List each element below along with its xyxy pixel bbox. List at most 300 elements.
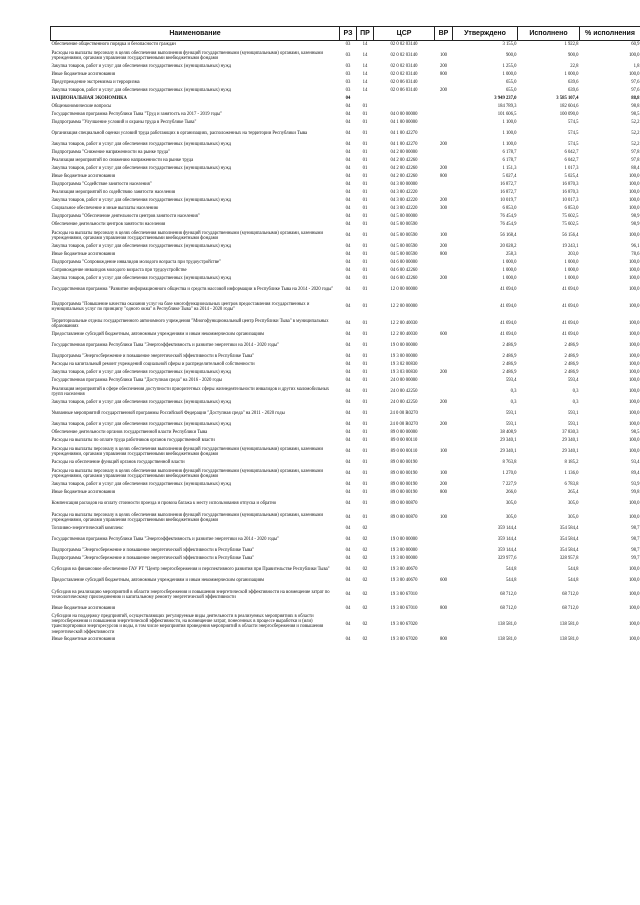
cell-vr — [435, 181, 453, 189]
cell-name: Закупка товаров, работ и услуг для обеспечения государственных (муниципальных) нужд — [51, 422, 232, 428]
cell-csr: 19 3 00 00000 — [390, 556, 418, 562]
cell-percent: 99,7 — [631, 556, 640, 562]
cell-vr — [435, 283, 453, 297]
cell-executed: 6 853,0 — [564, 206, 579, 212]
cell-percent: 98,5 — [631, 112, 640, 118]
cell-executed: 354 584,4 — [559, 548, 579, 554]
cell-pr: 01 — [362, 430, 368, 436]
table-row — [51, 459, 640, 467]
cell-vr: 600 — [439, 332, 448, 338]
cell-percent: 100,0 — [628, 501, 640, 507]
cell-approved: 1 270,0 — [502, 471, 517, 477]
cell-pr: 01 — [362, 276, 368, 282]
cell-executed: 19 243,1 — [562, 244, 579, 250]
table-row — [51, 353, 640, 361]
cell-percent: 100,0 — [628, 182, 640, 188]
cell-rz: 04 — [345, 131, 351, 137]
cell-name: Общеэкономические вопросы — [51, 104, 112, 110]
cell-name: Государственная программа Республики Тыва "Доступная среда" на 2016 - 2020 годы — [51, 378, 223, 384]
cell-vr — [435, 361, 453, 369]
cell-name: Реализация мероприятий по содействию занятости населения — [51, 190, 175, 196]
table-row — [51, 613, 640, 636]
cell-approved: 266,0 — [505, 490, 517, 496]
cell-executed: 75 602,5 — [562, 214, 579, 220]
cell-executed: 68 712,0 — [562, 592, 579, 598]
table-row — [51, 525, 640, 533]
cell-csr: 04 6 00 42260 — [390, 268, 418, 274]
cell-vr: 300 — [439, 206, 448, 212]
cell-rz: 04 — [345, 515, 351, 521]
table-row — [51, 555, 640, 563]
table-row — [51, 421, 640, 429]
cell-rz: 04 — [345, 166, 351, 172]
cell-rz: 04 — [345, 321, 351, 327]
cell-vr — [435, 613, 453, 636]
cell-approved: 10 019,7 — [500, 198, 517, 204]
cell-vr — [435, 377, 453, 385]
cell-approved: 7 227,9 — [502, 482, 517, 488]
cell-name: Закупка товаров, работ и услуг для обеспечения государственных (муниципальных) нужд — [51, 244, 232, 250]
cell-csr: 89 0 00 00000 — [390, 430, 418, 436]
cell-name: Обеспечение деятельности органов государственной власти Республики Тыва — [51, 430, 208, 436]
cell-rz: 04 — [345, 182, 351, 188]
table-row — [51, 63, 640, 71]
cell-vr: 800 — [439, 174, 448, 180]
cell-pr: 01 — [362, 150, 368, 156]
cell-csr: 02 0 02 03140 — [390, 53, 418, 59]
cell-pr: 02 — [362, 592, 368, 598]
cell-vr: 200 — [439, 142, 448, 148]
cell-rz: 03 — [345, 64, 351, 70]
cell-percent: 97,8 — [631, 150, 640, 156]
cell-name: Расходы на выплаты персоналу в целях обеспечения выполнения функций государственными (муниципальными) органами, казенными учреждениями, органами управления государственными внебюджетными фондами — [51, 512, 323, 523]
cell-executed: 2 486,9 — [564, 343, 579, 349]
cell-name: Закупка товаров, работ и услуг для обеспечения государственных (муниципальных) нужд — [51, 142, 232, 148]
cell-executed: 639,6 — [567, 80, 579, 86]
cell-executed: 16 870,3 — [562, 190, 579, 196]
cell-executed: 2 486,9 — [564, 362, 579, 368]
cell-pr: 01 — [362, 104, 368, 110]
cell-name: Субсидии на поддержку предприятий, осуществляющих регулируемые виды деятельности в реализуемых мероприятиях в области энергосбережения и повышения энергетической эффективности, на возмещение затрат, понесенных в процессе выработки и (или) транспортировки энергоресурсов и воды, в том числе мероприятия проведения мероприятий в области энергосбережения и повышения энергетической эффективности — [51, 614, 324, 635]
cell-vr — [435, 339, 453, 353]
cell-vr — [435, 119, 453, 127]
cell-executed: 41 694,0 — [562, 321, 579, 327]
cell-approved: 359 144,4 — [497, 548, 517, 554]
cell-executed: 0,3 — [572, 389, 579, 395]
cell-executed: 639,6 — [567, 88, 579, 94]
cell-name: Субсидия на реализацию мероприятий в области энергосбережения и повышения энергетической эффективности на возмещение затрат по технологическому присоединению и капитальному ремонту энергетической эффективности — [51, 589, 330, 600]
table-row — [51, 283, 640, 297]
cell-pr: 14 — [362, 42, 368, 48]
cell-name: Иные бюджетные ассигнования — [51, 72, 115, 78]
cell-approved: 76 454,9 — [500, 222, 517, 228]
cell-pr: 01 — [362, 268, 368, 274]
cell-pr: 01 — [362, 490, 368, 496]
cell-percent: 100,0 — [628, 438, 640, 444]
cell-percent: 100,0 — [628, 304, 640, 310]
table-row — [51, 41, 640, 50]
table-row — [51, 377, 640, 385]
cell-percent: 88,8 — [631, 96, 640, 102]
cell-pr: 01 — [362, 471, 368, 477]
cell-csr: 04 3 00 42220 — [390, 190, 418, 196]
table-row — [51, 103, 640, 111]
cell-percent: 100,0 — [628, 567, 640, 573]
cell-csr: 89 0 00 00190 — [390, 460, 418, 466]
cell-rz: 04 — [345, 430, 351, 436]
table-row — [51, 189, 640, 197]
cell-percent: 98,7 — [631, 537, 640, 543]
cell-rz: 04 — [345, 158, 351, 164]
cell-csr: 19 3 00 67010 — [390, 606, 418, 612]
cell-vr: 200 — [439, 370, 448, 376]
cell-pr: 01 — [362, 287, 368, 293]
cell-approved: 20 028,2 — [500, 244, 517, 250]
cell-approved: 2 486,9 — [502, 362, 517, 368]
cell-pr: 02 — [362, 621, 368, 627]
cell-pr: 01 — [362, 222, 368, 228]
cell-rz: 04 — [345, 332, 351, 338]
cell-approved: 1 000,0 — [502, 276, 517, 282]
cell-rz: 04 — [345, 621, 351, 627]
cell-pr: 01 — [362, 321, 368, 327]
cell-rz: 04 — [345, 96, 351, 102]
cell-vr — [435, 555, 453, 563]
cell-approved: 593,1 — [505, 411, 517, 417]
cell-approved: 544,8 — [505, 567, 517, 573]
table-row — [51, 399, 640, 407]
cell-pr: 02 — [362, 537, 368, 543]
cell-csr: 24 0 00 42250 — [390, 389, 418, 395]
cell-approved: 6 178,7 — [502, 158, 517, 164]
table-row — [51, 157, 640, 165]
cell-name: Социальное обеспечение и иные выплаты населению — [51, 206, 159, 212]
cell-rz: 04 — [345, 548, 351, 554]
cell-csr: 89 0 00 00110 — [390, 449, 418, 455]
cell-executed: 544,8 — [567, 567, 579, 573]
cell-pr: 01 — [362, 482, 368, 488]
cell-csr: 12 2 00 40030 — [390, 332, 418, 338]
cell-rz: 04 — [345, 537, 351, 543]
cell-name: Иные бюджетные ассигнования — [51, 637, 115, 643]
cell-executed: 265,4 — [567, 490, 579, 496]
cell-vr — [435, 95, 453, 103]
cell-csr: 04 5 00 00590 — [390, 222, 418, 228]
cell-pr: 14 — [362, 88, 368, 94]
cell-executed: 5 025,4 — [564, 174, 579, 180]
cell-executed: 68 712,0 — [562, 606, 579, 612]
cell-name: Закупка товаров, работ и услуг для обеспечения государственных (муниципальных) нужд — [51, 198, 232, 204]
cell-rz: 04 — [345, 287, 351, 293]
table-row — [51, 331, 640, 339]
cell-executed: 1 000,0 — [564, 276, 579, 282]
cell-percent: 52,2 — [631, 120, 640, 126]
cell-percent: 93,4 — [631, 460, 640, 466]
cell-csr: 02 0 02 03140 — [390, 72, 418, 78]
cell-name: Подпрограмма "Обеспечение деятельности центров занятости населения" — [51, 214, 200, 220]
cell-pr: 01 — [362, 422, 368, 428]
cell-vr: 200 — [439, 400, 448, 406]
cell-pr: 01 — [362, 354, 368, 360]
cell-pr: 01 — [362, 142, 368, 148]
cell-executed: 305,0 — [567, 515, 579, 521]
cell-pr: 02 — [362, 578, 368, 584]
cell-csr: 04 2 00 42260 — [390, 166, 418, 172]
cell-rz: 04 — [345, 214, 351, 220]
cell-approved: 1 100,0 — [502, 142, 517, 148]
cell-pr: 01 — [362, 182, 368, 188]
cell-csr: 24 0 00 00000 — [390, 378, 418, 384]
table-row — [51, 267, 640, 275]
table-row — [51, 563, 640, 577]
cell-rz: 03 — [345, 42, 351, 48]
cell-vr: 100 — [439, 515, 448, 521]
cell-executed: 138 581,0 — [559, 637, 579, 643]
cell-csr: 02 0 06 03140 — [390, 80, 418, 86]
cell-percent: 98,9 — [631, 222, 640, 228]
cell-name: Закупка товаров, работ и услуг для обеспечения государственных (муниципальных) нужд — [51, 64, 232, 70]
cell-vr — [435, 149, 453, 157]
cell-vr: 200 — [439, 88, 448, 94]
cell-executed: 354 584,4 — [559, 526, 579, 532]
cell-pr: 01 — [362, 131, 368, 137]
cell-approved: 68 712,0 — [500, 606, 517, 612]
cell-name: Иные бюджетные ассигнования — [51, 252, 115, 258]
cell-name: Государственная программа Республики Тыва "Энергоэффективность и развитие энергетики на 2014 - 2020 годы" — [51, 343, 280, 349]
table-row — [51, 369, 640, 377]
cell-percent: 100,0 — [628, 332, 640, 338]
cell-pr: 01 — [362, 400, 368, 406]
cell-approved: 29 340,1 — [500, 438, 517, 444]
cell-vr — [435, 585, 453, 605]
cell-name: Топливно-энергетический комплекс — [51, 526, 124, 532]
cell-csr: 89 0 00 00110 — [390, 438, 418, 444]
cell-pr: 02 — [362, 637, 368, 643]
cell-approved: 1 000,0 — [502, 260, 517, 266]
cell-approved: 900,0 — [505, 53, 517, 59]
cell-executed: 1 000,0 — [564, 72, 579, 78]
table-header-row — [51, 27, 640, 41]
cell-csr: 19 3 00 67020 — [390, 621, 418, 627]
cell-csr: 04 3 00 42220 — [390, 198, 418, 204]
cell-pr — [357, 95, 374, 103]
cell-name: Расходы на капитальный ремонт учреждений социальной сферы и распределительной собственности — [51, 362, 255, 368]
cell-pr: 01 — [362, 214, 368, 220]
cell-approved: 16 872,7 — [500, 182, 517, 188]
cell-pr: 02 — [362, 567, 368, 573]
cell-executed: 574,5 — [567, 142, 579, 148]
cell-percent: 100,0 — [628, 422, 640, 428]
cell-vr — [435, 459, 453, 467]
cell-executed: 1 136,0 — [564, 471, 579, 477]
cell-rz: 04 — [345, 411, 351, 417]
cell-approved: 593,4 — [505, 378, 517, 384]
cell-vr: 800 — [439, 72, 448, 78]
cell-percent: 98,5 — [631, 430, 640, 436]
table-row — [51, 79, 640, 87]
cell-executed: 41 694,0 — [562, 287, 579, 293]
cell-executed: 593,1 — [567, 411, 579, 417]
table-row — [51, 127, 640, 141]
cell-pr: 01 — [362, 206, 368, 212]
cell-approved: 8 763,8 — [502, 460, 517, 466]
cell-vr: 200 — [439, 422, 448, 428]
cell-csr — [374, 95, 435, 103]
cell-csr: 12 2 00 40030 — [390, 321, 418, 327]
cell-csr: 24 0 00 R0270 — [390, 422, 418, 428]
cell-csr: 19 3 00 40670 — [390, 578, 418, 584]
cell-vr: 200 — [439, 244, 448, 250]
cell-approved: 6 178,7 — [502, 150, 517, 156]
cell-executed: 1 922,8 — [564, 42, 579, 48]
cell-approved: 68 712,0 — [500, 592, 517, 598]
col-header-percent: % исполнения — [580, 27, 640, 41]
table-row — [51, 605, 640, 613]
table-row — [51, 497, 640, 511]
col-header-executed: Исполнено — [518, 27, 580, 41]
cell-csr: 19 3 03 00830 — [390, 370, 418, 376]
cell-csr: 12 0 00 00000 — [390, 287, 418, 293]
cell-name: Подпрограмма "Энергосбережение и повышение энергетической эффективности в Республике Тыва" — [51, 548, 255, 554]
cell-rz: 04 — [345, 389, 351, 395]
cell-percent: 52,2 — [631, 131, 640, 137]
cell-percent: 100,0 — [628, 515, 640, 521]
cell-csr: 02 0 02 03140 — [390, 64, 418, 70]
cell-csr: 19 3 00 00000 — [390, 548, 418, 554]
cell-rz: 04 — [345, 438, 351, 444]
table-row — [51, 95, 640, 103]
cell-pr: 14 — [362, 53, 368, 59]
cell-percent: 100,0 — [628, 343, 640, 349]
cell-csr: 89 0 00 00190 — [390, 490, 418, 496]
cell-approved: 76 454,9 — [500, 214, 517, 220]
cell-csr: 19 3 02 00830 — [390, 362, 418, 368]
cell-csr: 04 6 00 42260 — [390, 276, 418, 282]
cell-name: Закупка товаров, работ и услуг для обеспечения государственных (муниципальных) нужд — [51, 276, 232, 282]
cell-vr — [435, 297, 453, 317]
cell-vr: 800 — [439, 490, 448, 496]
cell-approved: 329 977,6 — [497, 556, 517, 562]
cell-name: Предоставление субсидий бюджетным, автономным учреждениям и иным некоммерческим организациям — [51, 578, 264, 584]
cell-name: Организация специальной оценки условий труда работающих в организациях, расположенных на территории Республики Тыва — [51, 131, 308, 137]
cell-name: НАЦИОНАЛЬНАЯ ЭКОНОМИКА — [51, 96, 127, 102]
cell-vr: 100 — [439, 53, 448, 59]
cell-name: Реализация мероприятий по снижению напряженности на рынке труда — [51, 158, 194, 164]
table-row — [51, 636, 640, 644]
cell-rz: 04 — [345, 190, 351, 196]
table-row — [51, 489, 640, 497]
cell-approved: 184 789,3 — [497, 104, 517, 110]
cell-csr — [374, 525, 435, 533]
cell-rz: 04 — [345, 150, 351, 156]
cell-percent: 100,0 — [628, 233, 640, 239]
cell-csr: 04 3 00 42220 — [390, 206, 418, 212]
cell-csr: 19 3 00 40670 — [390, 567, 418, 573]
cell-pr: 01 — [362, 112, 368, 118]
cell-name: Компенсация расходов на оплату стоимости проезда и провоза багажа к месту использования отпуска и обратно — [51, 501, 277, 507]
table-row — [51, 71, 640, 79]
cell-name: Подпрограмма "Энергосбережение и повышение энергетической эффективности в Республике Тыва" — [51, 556, 255, 562]
cell-vr — [435, 497, 453, 511]
cell-name: Расходы на выплаты персоналу в целях обеспечения выполнения функций государственными (муниципальными) органами, казенными учреждениями, органами управления государственными внебюджетными фондами — [51, 230, 323, 241]
cell-name: Государственная программа "Развитие информационного общества и средств массовой информации в Республике Тыва на 2014 - 2020 годы" — [51, 287, 334, 293]
cell-vr — [435, 525, 453, 533]
cell-executed: 0,3 — [572, 400, 579, 406]
cell-approved: 1 151,3 — [502, 166, 517, 172]
cell-vr — [435, 157, 453, 165]
cell-rz: 04 — [345, 222, 351, 228]
cell-pr: 01 — [362, 438, 368, 444]
cell-vr — [435, 103, 453, 111]
cell-pr: 01 — [362, 158, 368, 164]
cell-executed: 1 000,0 — [564, 268, 579, 274]
table-row — [51, 259, 640, 267]
cell-pr: 01 — [362, 389, 368, 395]
cell-percent: 96,1 — [631, 244, 640, 250]
cell-name: Расходы на выплаты персоналу в целях обеспечения выполнения функций государственными (муниципальными) органами, казенными учреждениями, органами управления государственными внебюджетными фондами — [51, 446, 323, 457]
table-row — [51, 361, 640, 369]
cell-rz: 04 — [345, 606, 351, 612]
budget-execution-table — [50, 26, 640, 644]
cell-approved: 258,3 — [505, 252, 517, 258]
cell-name: Иные бюджетные ассигнования — [51, 490, 115, 496]
cell-vr — [435, 563, 453, 577]
cell-executed: 29 340,1 — [562, 449, 579, 455]
cell-pr: 01 — [362, 515, 368, 521]
cell-csr: 89 0 00 00870 — [390, 501, 418, 507]
cell-executed: 1 000,0 — [564, 260, 579, 266]
cell-csr: 04 5 00 00590 — [390, 244, 418, 250]
cell-name: Закупка товаров, работ и услуг для обеспечения государственных (муниципальных) нужд — [51, 370, 232, 376]
table-row — [51, 585, 640, 605]
table-row — [51, 49, 640, 63]
cell-percent: 100,0 — [628, 621, 640, 627]
cell-percent: 100,0 — [628, 190, 640, 196]
cell-pr: 01 — [362, 252, 368, 258]
cell-rz: 04 — [345, 578, 351, 584]
table-row — [51, 547, 640, 555]
cell-approved: 1 000,0 — [502, 72, 517, 78]
cell-percent: 100,0 — [628, 174, 640, 180]
cell-executed: 1 017,3 — [564, 166, 579, 172]
table-row — [51, 181, 640, 189]
cell-executed: 75 602,5 — [562, 222, 579, 228]
cell-pr: 01 — [362, 166, 368, 172]
cell-executed: 16 870,3 — [562, 182, 579, 188]
cell-rz: 04 — [345, 400, 351, 406]
cell-vr: 100 — [439, 233, 448, 239]
cell-pr: 14 — [362, 72, 368, 78]
cell-rz: 04 — [345, 104, 351, 110]
cell-vr: 200 — [439, 482, 448, 488]
cell-csr — [374, 103, 435, 111]
cell-pr: 02 — [362, 548, 368, 554]
cell-name: Иные бюджетные ассигнования — [51, 606, 115, 612]
cell-percent: 98,9 — [631, 214, 640, 220]
cell-approved: 305,0 — [505, 501, 517, 507]
cell-csr: 04 1 00 42270 — [390, 142, 418, 148]
table-row — [51, 173, 640, 181]
cell-rz: 04 — [345, 422, 351, 428]
cell-executed: 593,4 — [567, 378, 579, 384]
cell-name: Увязанные мероприятий государственной программы Российской Федерации "Доступная среда" на 2011 - 2020 годы — [51, 411, 285, 417]
cell-executed: 328 957,8 — [559, 556, 579, 562]
cell-approved: 305,0 — [505, 515, 517, 521]
cell-approved: 0,3 — [510, 400, 517, 406]
cell-approved: 3 155,0 — [502, 42, 517, 48]
cell-percent: 100,0 — [628, 411, 640, 417]
cell-vr — [435, 127, 453, 141]
